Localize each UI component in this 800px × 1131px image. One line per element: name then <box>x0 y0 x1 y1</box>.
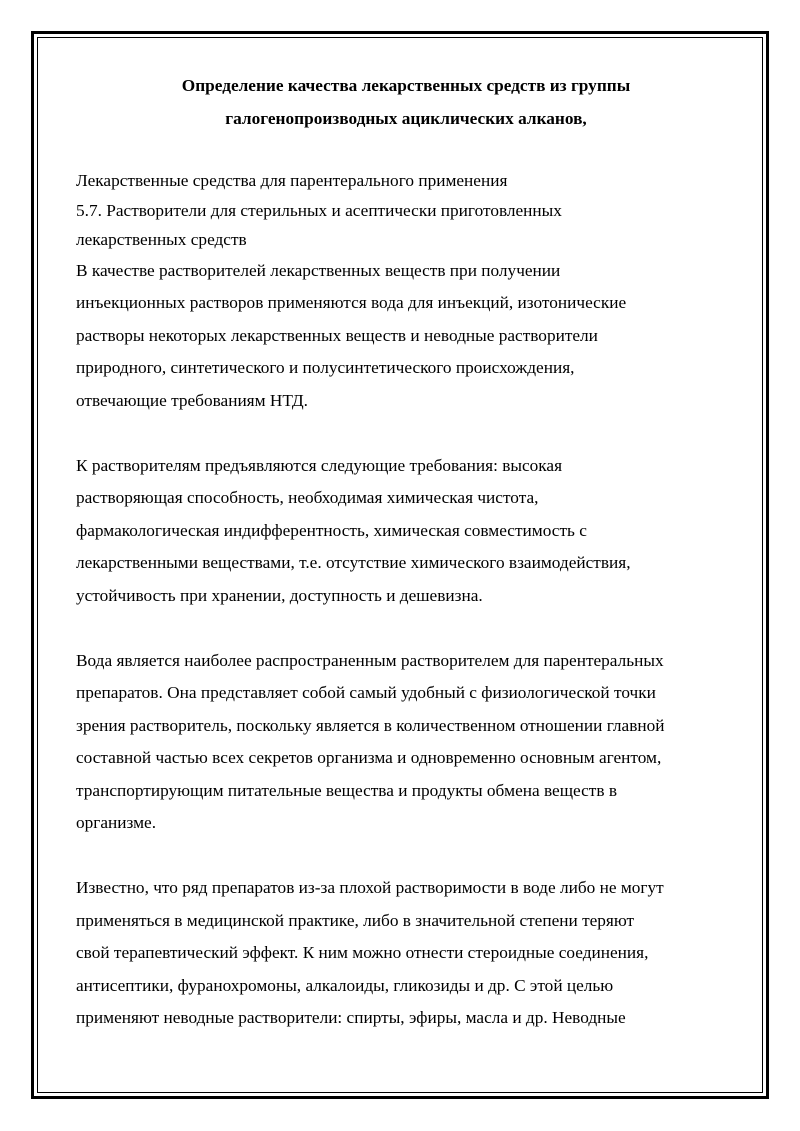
text-line: устойчивость при хранении, доступность и дешевизна. <box>76 585 483 605</box>
spacer <box>76 417 736 450</box>
text-line: отвечающие требованиям НТД. <box>76 390 308 410</box>
text-line: Известно, что ряд препаратов из-за плохой растворимости в воде либо не могут <box>76 878 664 897</box>
text-line: инъекционных растворов применяются вода для инъекций, изотонические <box>76 293 627 312</box>
text-line: Вода является наиболее распространенным растворителем для парентеральных <box>76 650 664 670</box>
spacer <box>76 135 736 166</box>
text-line: растворы некоторых лекарственных веществ и неводные растворители <box>76 325 598 345</box>
text-line: препаратов. Она представляет собой самый удобный с физиологической точки <box>76 683 656 702</box>
text-line: К растворителям предъявляются следующие требования: высокая <box>76 455 563 475</box>
document-title <box>76 70 736 135</box>
text-line: зрения растворитель, поскольку является в количественном отношении главной <box>76 715 665 735</box>
text-line: организме. <box>76 813 157 832</box>
text-line: составной частью всех секретов организма и одновременно основным агентом, <box>76 748 662 767</box>
text-line: антисептики, фуранохромоны, алкалоиды, гликозиды и др. С этой целью <box>76 975 614 995</box>
spacer <box>76 612 736 645</box>
text-line: свой терапевтический эффект. К ним можно отнести стероидные соединения, <box>76 943 649 962</box>
heading-line: 5.7. Растворители для стерильных и асептически приготовленных <box>76 200 562 220</box>
heading-line: Лекарственные средства для парентерального применения <box>76 171 508 190</box>
text-line: транспортирующим питательные вещества и продукты обмена веществ в <box>76 780 618 800</box>
paragraph-4 <box>76 872 736 1035</box>
text-line: В качестве растворителей лекарственных веществ при получении <box>76 260 561 280</box>
text-line: лекарственными веществами, т.е. отсутствие химического взаимодействия, <box>76 553 631 572</box>
text-line: применяться в медицинской практике, либо в значительной степени теряют <box>76 910 635 930</box>
heading-line: лекарственных средств <box>76 230 247 249</box>
section-heading <box>76 166 736 255</box>
title-line-2: галогенопроизводных ациклических алканов, <box>225 108 587 128</box>
text-line: растворяющая способность, необходимая химическая чистота, <box>76 488 539 507</box>
spacer <box>76 840 736 873</box>
text-line: применяют неводные растворители: спирты, эфиры, масла и др. Неводные <box>76 1008 626 1027</box>
document-content <box>76 70 736 1035</box>
text-line: природного, синтетического и полусинтетического происхождения, <box>76 358 575 377</box>
paragraph-3 <box>76 645 736 840</box>
title-line-1: Определение качества лекарственных средств из группы <box>181 76 631 95</box>
text-line: фармакологическая индифферентность, химическая совместимость с <box>76 520 587 540</box>
paragraph-1 <box>76 255 736 418</box>
paragraph-2 <box>76 450 736 613</box>
